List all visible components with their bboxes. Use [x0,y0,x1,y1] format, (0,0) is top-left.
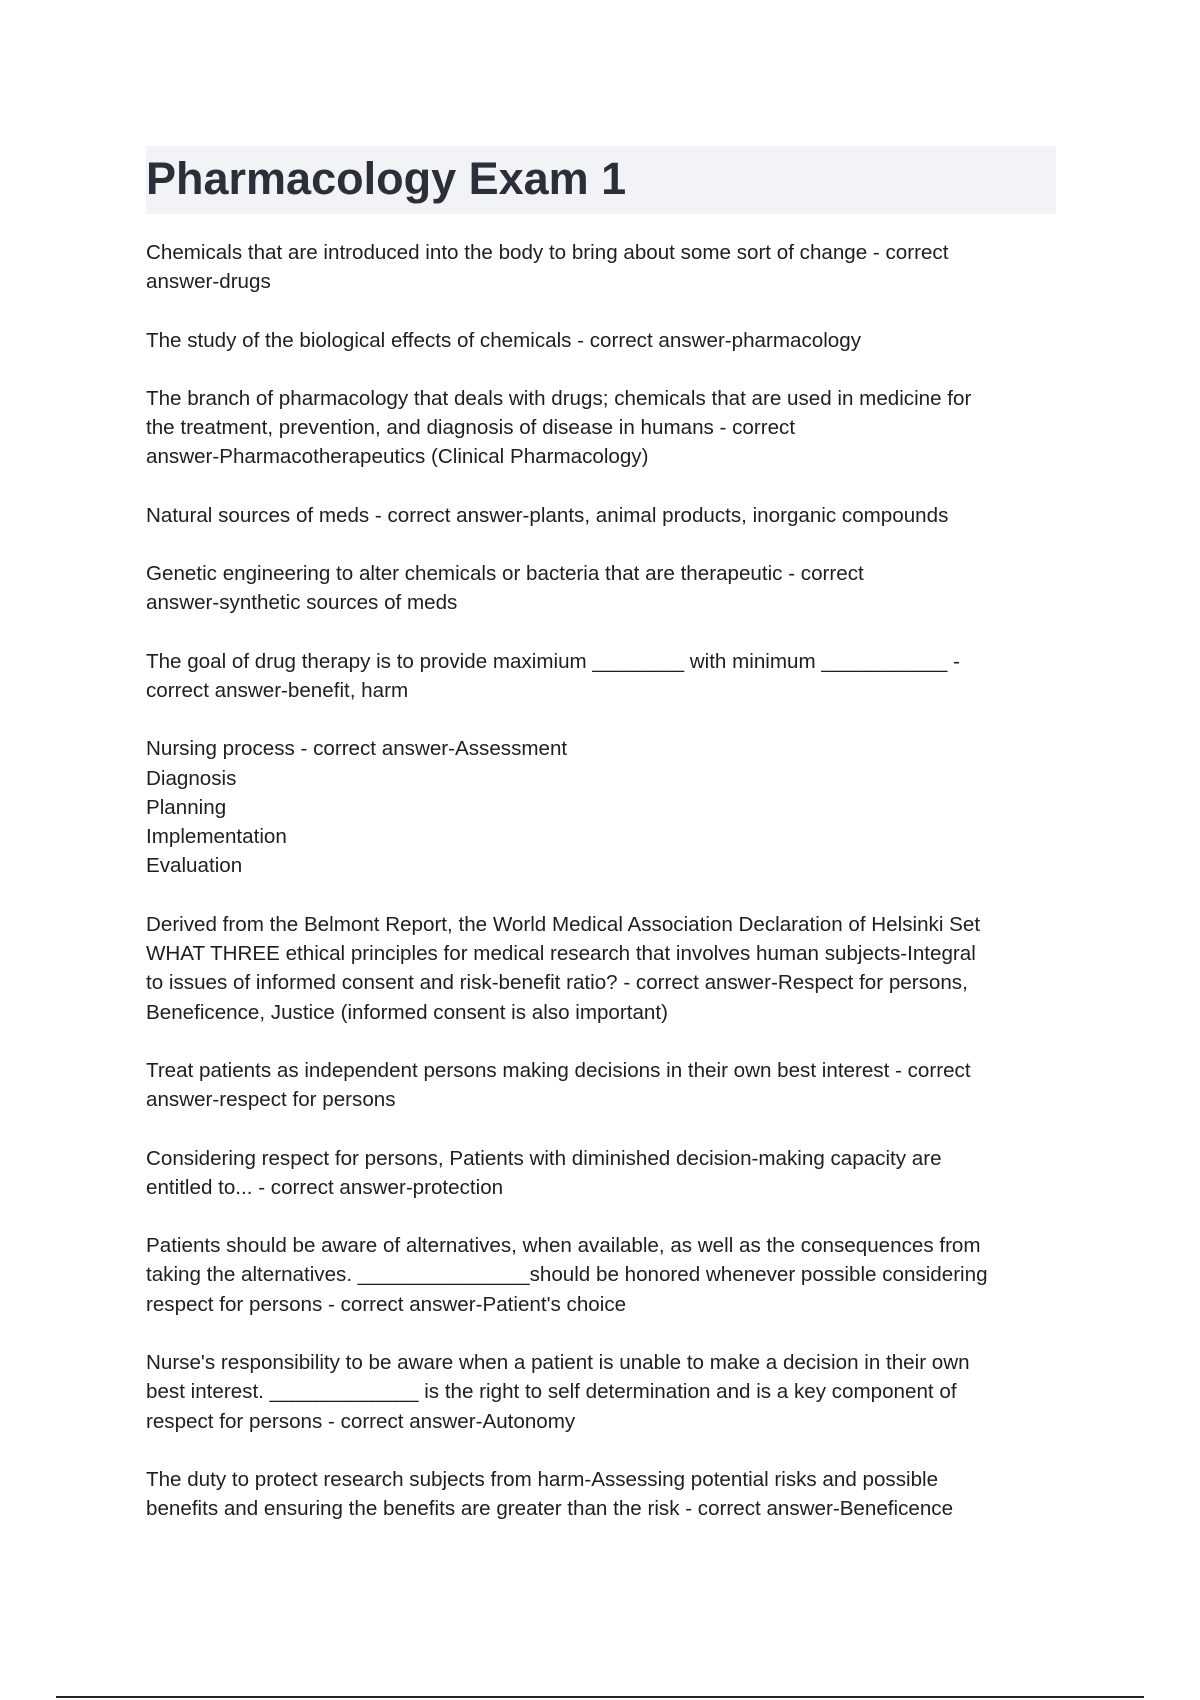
footer-divider [56,1696,1144,1698]
qa-list [146,238,1056,1553]
qa-entry-nursing-process: Nursing process - correct answer-Assessment Diagnosis Planning Implementation Evaluation [146,737,568,878]
qa-entry-respect-for-persons: Treat patients as independent persons making decisions in their own best interest - correct answer-respect for persons [146,1058,971,1112]
qa-entry-autonomy: Nurse's responsibility to be aware when a patient is unable to make a decision in their own best interest. _____________ is the right to self determination and is a key component of respect for persons - correct answer-Autonomy [146,1351,970,1433]
qa-entry-pharmacology: The study of the biological effects of chemicals - correct answer-pharmacology [146,328,862,352]
qa-entry-natural-sources: Natural sources of meds - correct answer-plants, animal products, inorganic compounds [146,503,949,527]
qa-entry-pharmacotherapeutics: The branch of pharmacology that deals with drugs; chemicals that are used in medicine for the treatment, prevention, and diagnosis of disease in humans - correct answer-Pharmacotherapeutics (Clinical Pharmacology) [146,386,972,469]
qa-entry-synthetic-sources: Genetic engineering to alter chemicals or bacteria that are therapeutic - correct answer-synthetic sources of meds [146,562,864,615]
qa-entry-drug-therapy-goal: The goal of drug therapy is to provide maximium ________ with minimum ___________ - correct answer-benefit, harm [146,649,960,702]
title-bar [146,146,1056,214]
qa-entry-ethical-principles: Derived from the Belmont Report, the World Medical Association Declaration of Helsinki Set WHAT THREE ethical principles for medical research that involves human subjects-Integral to issues of informed consent and risk-benefit ratio? - correct answer-Respect for persons, Beneficence, Justice (informed consent is also important) [146,912,981,1024]
qa-entry-beneficence: The duty to protect research subjects from harm-Assessing potential risks and possible benefits and ensuring the benefits are greater than the risk - correct answer-Beneficence [146,1467,954,1521]
qa-entry-drugs: Chemicals that are introduced into the body to bring about some sort of change - correct answer-drugs [146,241,949,294]
page-title: Pharmacology Exam 1 [146,153,627,204]
qa-entry-patients-choice: Patients should be aware of alternatives, when available, as well as the consequences from taking the alternatives. _______________should be honored whenever possible considering respect for persons - correct answer-Patient's choice [146,1234,988,1316]
qa-entry-protection: Considering respect for persons, Patients with diminished decision-making capacity are entitled to... - correct answer-protection [146,1146,942,1199]
